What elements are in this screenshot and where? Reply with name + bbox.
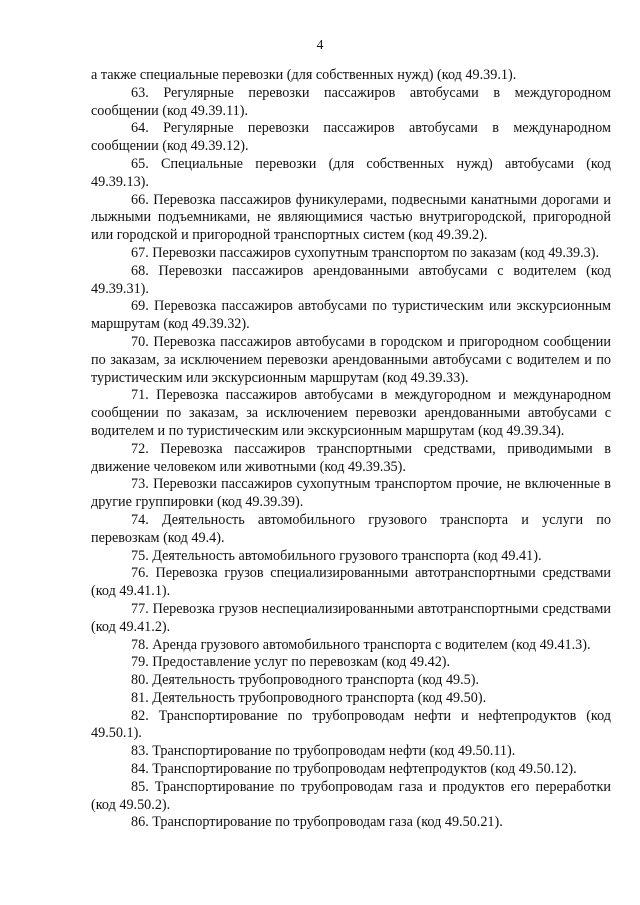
list-item-80: 80. Деятельность трубопроводного транспорта (код 49.5).: [131, 672, 480, 689]
list-item-85: 85. Транспортирование по трубопроводам газа и продуктов его переработки (код 49.50.2).: [91, 778, 611, 813]
paragraph-continuation: а также специальные перевозки (для собственных нужд) (код 49.39.1).: [91, 67, 517, 83]
list-item-78: 78. Аренда грузового автомобильного транспорта с водителем (код 49.41.3).: [131, 636, 591, 653]
list-item-75: 75. Деятельность автомобильного грузового транспорта (код 49.41).: [131, 547, 542, 564]
list-item-69: 69. Перевозка пассажиров автобусами по туристическим или экскурсионным маршрутам (код 49.39.32).: [91, 298, 611, 333]
list-item-70: 70. Перевозка пассажиров автобусами в городском и пригородном сообщении по заказам, за исключением перевозки арендованными автобусами с водителем и по туристическим или экскурсионным маршрутам (код 49.39.33).: [91, 333, 611, 386]
list-item-82: 82. Транспортирование по трубопроводам нефти и нефтепродуктов (код 49.50.1).: [91, 707, 611, 742]
list-item-68: 68. Перевозки пассажиров арендованными автобусами с водителем (код 49.39.31).: [91, 262, 611, 297]
list-item-72: 72. Перевозка пассажиров транспортными средствами, приводимыми в движение человеком или животными (код 49.39.35).: [91, 440, 611, 475]
list-item-66: 66. Перевозка пассажиров фуникулерами, подвесными канатными дорогами и лыжными подъемниками, не являющимися частью внутригородской, пригородной или городской и пригородной транспортных систем (код 49.39.2).: [91, 191, 611, 244]
page-number: 4: [316, 37, 324, 52]
list-item-83: 83. Транспортирование по трубопроводам нефти (код 49.50.11).: [131, 743, 516, 760]
list-item-71: 71. Перевозка пассажиров автобусами в междугородном и международном сообщении по заказам, за исключением перевозки арендованными автобусами с водителем и по туристическим или экскурсионным маршрутам (код 49.39.34).: [91, 387, 611, 439]
list-item-63: 63. Регулярные перевозки пассажиров автобусами в междугородном сообщении (код 49.39.11).: [91, 84, 611, 119]
list-item-65: 65. Специальные перевозки (для собственных нужд) автобусами (код 49.39.13).: [91, 155, 611, 190]
list-item-79: 79. Предоставление услуг по перевозкам (код 49.42).: [131, 654, 451, 671]
list-item-73: 73. Перевозки пассажиров сухопутным транспортом прочие, не включенные в другие группировки (код 49.39.39).: [91, 476, 611, 511]
list-item-76: 76. Перевозка грузов специализированными автотранспортными средствами (код 49.41.1).: [91, 565, 611, 600]
list-item-74: 74. Деятельность автомобильного грузового транспорта и услуги по перевозкам (код 49.4).: [91, 511, 611, 546]
list-item-67: 67. Перевозки пассажиров сухопутным транспортом по заказам (код 49.39.3).: [131, 244, 600, 261]
list-item-64: 64. Регулярные перевозки пассажиров автобусами в международном сообщении (код 49.39.12).: [91, 120, 611, 155]
list-item-77: 77. Перевозка грузов неспециализированными автотранспортными средствами (код 49.41.2).: [91, 600, 611, 635]
list-item-81: 81. Деятельность трубопроводного транспорта (код 49.50).: [131, 689, 487, 706]
document-body: [91, 67, 611, 832]
list-item-84: 84. Транспортирование по трубопроводам нефтепродуктов (код 49.50.12).: [131, 761, 577, 778]
list-item-86: 86. Транспортирование по трубопроводам газа (код 49.50.21).: [131, 814, 503, 831]
